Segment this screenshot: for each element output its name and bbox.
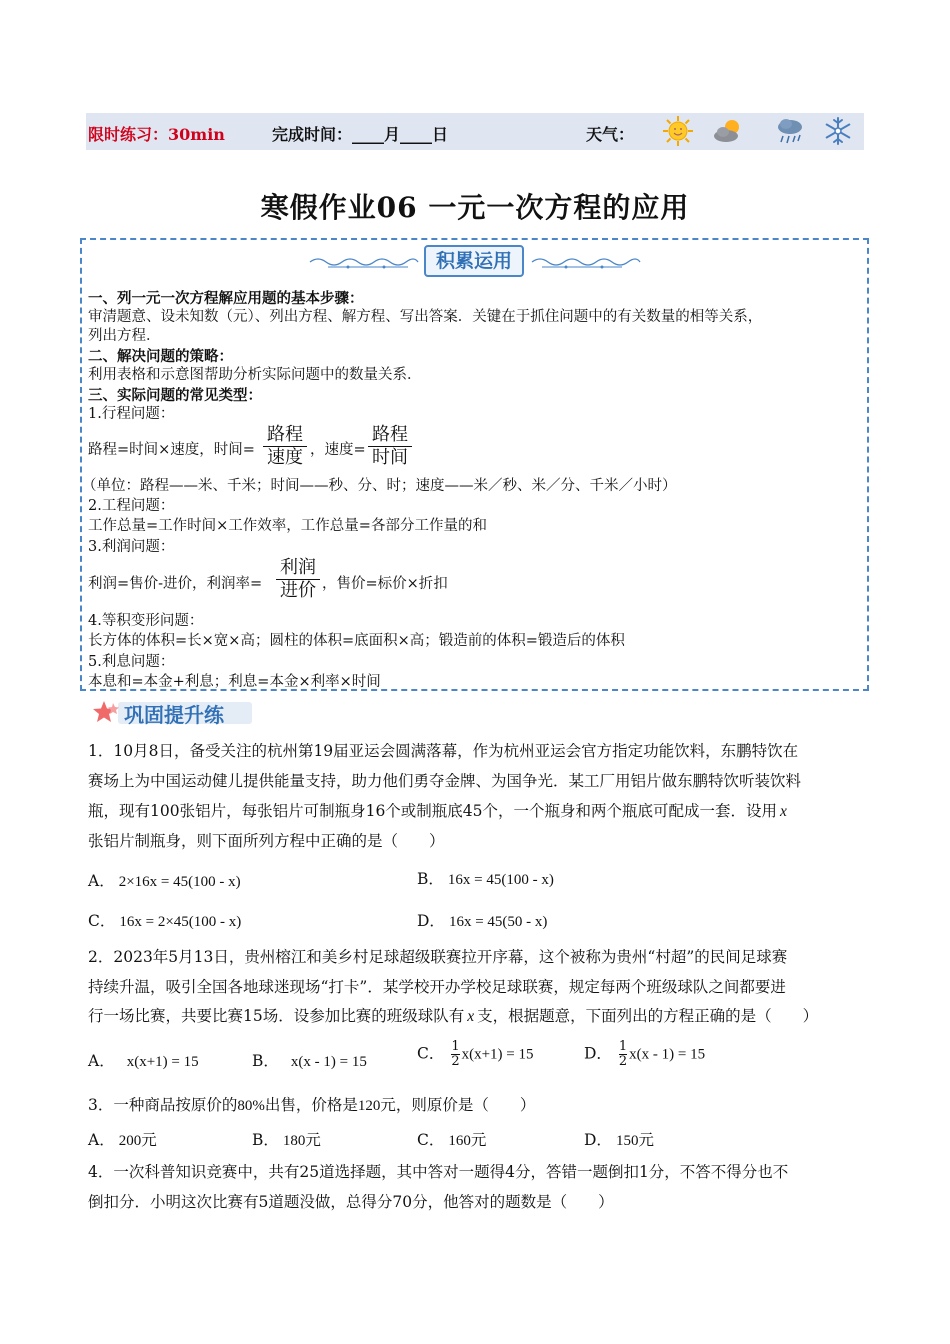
q2-line-2: 持续升温，吸引全国各地球迷现场“打卡”．某学校开办学校足球联赛，规定每两个班级球队之间都要进: [88, 978, 786, 996]
steps-text-1: 审清题意、设未知数（元）、列出方程、解方程、写出答案．关键在于抓住问题中的有关数量的相等关系，: [88, 309, 763, 325]
travel-formula-prefix: 路程=时间×速度，时间=: [88, 442, 255, 458]
option-letter: C．: [417, 1131, 445, 1149]
option-equation: x(x - 1) = 15: [629, 1046, 706, 1063]
fraction-denominator: 2: [451, 1054, 460, 1069]
option-value: 200: [118, 1133, 142, 1149]
q2-option-b[interactable]: [252, 1049, 367, 1071]
option-unit: 元: [141, 1131, 157, 1149]
travel-heading: 1.行程问题：: [88, 406, 175, 422]
q1-line-1: 1．10月8日，备受关注的杭州第19届亚运会圆满落幕，作为杭州亚运会官方指定功能饮料，东鹏特饮在: [88, 742, 799, 760]
section-badge-accumulate: 积累运用: [424, 245, 524, 277]
q3-option-b[interactable]: [252, 1128, 321, 1150]
finish-time-label: 完成时间：____月____日: [272, 125, 449, 144]
section-title-consolidate: 巩固提升练: [124, 703, 224, 727]
q1-line-3-text: 瓶，现有100张铝片，每张铝片可制瓶身16个或制瓶底45个，一个瓶身和两个瓶底可配成一套．设用: [88, 802, 778, 820]
q3-option-a[interactable]: [88, 1128, 157, 1150]
q3-percent: 80%: [237, 1098, 265, 1114]
option-equation: 16x = 45(100 - x): [447, 872, 554, 888]
option-unit: 元: [305, 1131, 321, 1149]
option-letter: A．: [88, 1131, 115, 1149]
option-unit: 元: [470, 1131, 487, 1149]
fraction-denominator: 2: [618, 1054, 628, 1069]
option-value: 150: [615, 1133, 639, 1149]
q2-line-3-text: 行一场比赛，共要比赛15场．设参加比赛的班级球队有: [88, 1007, 465, 1025]
profit-formula-prefix: 利润=售价-进价，利润率=: [88, 576, 263, 592]
fraction-numerator: 路程: [267, 424, 303, 445]
q3-text-suffix: 元，则原价是（ ）: [380, 1096, 536, 1114]
q4-line-1: 4．一次科普知识竞赛中，共有25道选择题，其中答对一题得4分，答错一题倒扣1分，不答不得分也不: [88, 1163, 789, 1181]
option-letter: D．: [417, 912, 445, 930]
left-wave-ornament: [308, 253, 420, 269]
types-heading: 三、实际问题的常见类型：: [88, 387, 262, 404]
option-letter: B．: [252, 1131, 279, 1149]
weather-label: 天气：: [586, 125, 635, 144]
option-letter: D．: [584, 1044, 612, 1063]
fraction-distance-over-time: [368, 424, 412, 469]
q3-text-prefix: 3．一种商品按原价的: [88, 1096, 238, 1114]
interest-heading: 5.利息问题：: [88, 654, 175, 670]
option-equation: 16x = 45(50 - x): [448, 914, 548, 930]
travel-formula-mid: ，速度=: [310, 442, 366, 458]
sunny-icon: [662, 115, 694, 147]
option-letter: B．: [417, 870, 444, 888]
option-value: 160: [448, 1133, 471, 1149]
steps-text-2: 列出方程．: [88, 328, 161, 344]
q2-line-3: [88, 1001, 818, 1032]
fraction-distance-over-speed: [263, 424, 307, 469]
q1-line-2: 赛场上为中国运动健儿提供能量支持，助力他们勇夺金牌、为国争光．某工厂用铝片做东鹏特饮听装饮料: [88, 772, 802, 790]
half-fraction: [451, 1040, 459, 1069]
q3-option-d[interactable]: [584, 1128, 654, 1150]
q2-option-d[interactable]: [584, 1040, 705, 1069]
option-letter: A．: [88, 1052, 115, 1070]
q2-variable: x: [467, 1008, 475, 1025]
q3-text-mid: 出售，价格是: [264, 1096, 358, 1114]
option-equation: x(x - 1) = 15: [290, 1054, 367, 1070]
q1-line-3: [88, 796, 787, 827]
fraction-numerator: 1: [618, 1039, 628, 1054]
steps-heading: 一、列一元一次方程解应用题的基本步骤：: [88, 290, 364, 307]
option-equation: x(x+1) = 15: [461, 1046, 534, 1063]
fraction-denominator: 进价: [280, 580, 316, 601]
work-heading: 2.工程问题：: [88, 498, 175, 514]
volume-formula: 长方体的体积=长×宽×高；圆柱的体积=底面积×高；锻造前的体积=锻造后的体积: [88, 633, 625, 649]
option-value: 180: [282, 1133, 306, 1149]
option-equation: x(x+1) = 15: [126, 1054, 199, 1070]
option-equation: 16x = 2×45(100 - x): [119, 914, 242, 930]
q2-option-c[interactable]: [417, 1040, 534, 1069]
profit-formula-suffix: ，售价=标价×折扣: [322, 576, 448, 592]
fraction-profit-over-cost: [276, 557, 320, 602]
strategy-heading: 二、解决问题的策略：: [88, 348, 233, 365]
q1-line-4: 张铝片制瓶身，则下面所列方程中正确的是（ ）: [88, 832, 445, 850]
header-bar: [86, 113, 864, 150]
q3-option-c[interactable]: [417, 1128, 486, 1150]
fraction-numerator: 路程: [372, 424, 408, 445]
snowflake-icon: [822, 115, 854, 147]
volume-heading: 4.等积变形问题：: [88, 613, 204, 629]
q2-option-a[interactable]: [88, 1049, 199, 1071]
fraction-denominator: 时间: [372, 447, 408, 468]
half-fraction: [619, 1040, 627, 1069]
q1-option-a[interactable]: [88, 869, 241, 891]
fraction-numerator: 利润: [280, 557, 316, 578]
q3-price: 120: [357, 1098, 381, 1114]
q3-line-1: [88, 1090, 535, 1121]
page-title: 寒假作业06 一元一次方程的应用: [260, 191, 690, 224]
q2-line-3-suffix: 支，根据题意，下面列出的方程正确的是（ ）: [477, 1007, 819, 1025]
rain-icon: [774, 115, 806, 147]
star-icon: [92, 700, 120, 724]
option-letter: C．: [417, 1044, 445, 1063]
q1-option-d[interactable]: [417, 909, 547, 931]
partly-cloudy-icon: [712, 115, 744, 147]
profit-heading: 3.利润问题：: [88, 539, 175, 555]
time-limit-label: 限时练习：30min: [88, 125, 225, 144]
option-unit: 元: [638, 1131, 654, 1149]
right-wave-ornament: [530, 253, 642, 269]
units-note: （单位：路程——米、千米；时间——秒、分、时；速度——米／秒、米／分、千米／小时）: [82, 478, 677, 494]
option-letter: D．: [584, 1131, 612, 1149]
option-equation: 2×16x = 45(100 - x): [118, 874, 241, 890]
strategy-text: 利用表格和示意图帮助分析实际问题中的数量关系．: [88, 367, 422, 383]
fraction-numerator: 1: [451, 1039, 460, 1054]
option-letter: C．: [88, 912, 116, 930]
fraction-denominator: 速度: [267, 447, 303, 468]
interest-formula: 本息和=本金+利息；利息=本金×利率×时间: [88, 674, 381, 690]
option-letter: B．: [252, 1052, 279, 1070]
q1-option-b[interactable]: [417, 867, 554, 889]
q1-option-c[interactable]: [88, 909, 241, 931]
work-formula: 工作总量=工作时间×工作效率，工作总量=各部分工作量的和: [88, 518, 487, 534]
option-letter: A．: [88, 872, 115, 890]
q1-variable: x: [780, 803, 787, 820]
q4-line-2: 倒扣分．小明这次比赛有5道题没做，总得分70分，他答对的题数是（ ）: [88, 1193, 614, 1211]
q2-line-1: 2．2023年5月13日，贵州榕江和美乡村足球超级联赛拉开序幕，这个被称为贵州“村超”的民间足球赛: [88, 948, 788, 966]
